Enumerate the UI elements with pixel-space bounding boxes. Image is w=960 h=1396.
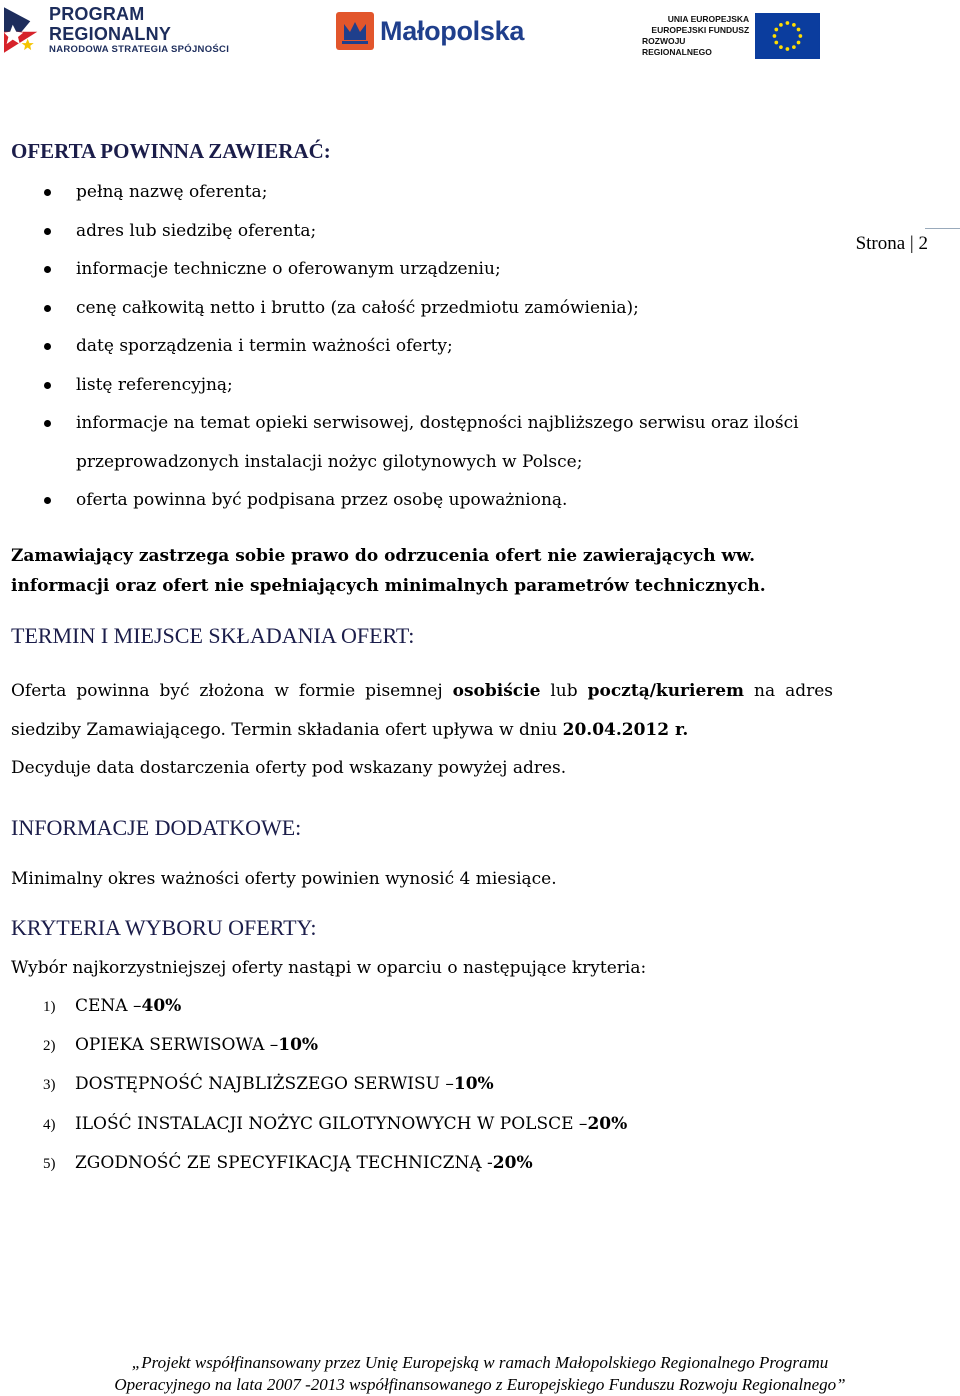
bullet-icon [44, 382, 51, 389]
page-number: Strona | 2 [855, 233, 928, 254]
page-number-rule [925, 228, 960, 229]
list-item: oferta powinna być podpisana przez osobę upoważnioną. [44, 481, 904, 520]
list-item: listę referencyjną; [44, 366, 904, 405]
criteria-item: 3) DOSTĘPNOŚĆ NAJBLIŻSZEGO SERWISU – 10% [43, 1065, 843, 1104]
bullet-icon [44, 266, 51, 273]
bullet-icon [44, 305, 51, 312]
program-regionalny-title: PROGRAM REGIONALNY [49, 4, 172, 44]
criteria-weight: 10% [453, 1074, 494, 1095]
eu-line-3: ROZWOJU REGIONALNEGO [642, 36, 712, 57]
bullet-icon [44, 228, 51, 235]
criteria-weight: 20% [587, 1113, 628, 1134]
eu-logo-text [642, 14, 749, 58]
criteria-item: 4) ILOŚĆ INSTALACJI NOŻYC GILOTYNOWYCH W POLSCE – 20% [43, 1105, 843, 1144]
section-heading-additional-info: INFORMACJE DODATKOWE: [11, 815, 302, 840]
list-item: datę sporządzenia i termin ważności oferty; [44, 327, 904, 366]
list-item: adres lub siedzibę oferenta; [44, 212, 904, 251]
footer-line-1: „Projekt współfinansowany przez Unię Europejską w ramach Małopolskiego Regionalnego Programu [131, 1353, 829, 1372]
criteria-weight: 20% [492, 1152, 533, 1173]
list-item: pełną nazwę oferenta; [44, 173, 904, 212]
eu-line-1: UNIA EUROPEJSKA [667, 14, 750, 24]
criteria-weight: 10% [278, 1035, 319, 1056]
submission-paragraph: Oferta powinna być złożona w formie pisemnej osobiście lub pocztą/kurierem na adres siedziby Zamawiającego. Termin składania ofert upływa w dniu 20.04.2012 r. [11, 681, 833, 740]
eu-line-2: EUROPEJSKI FUNDUSZ [651, 25, 750, 35]
bullet-icon [44, 420, 51, 427]
footer-line-2: Operacyjnego na lata 2007 -2013 współfinansowanego z Europejskiego Funduszu Rozwoju Regionalnego” [114, 1375, 846, 1394]
criteria-list [43, 987, 843, 1183]
malopolska-logo [336, 10, 536, 52]
offer-contents-list [44, 173, 904, 520]
list-item: cenę całkowitą netto i brutto (za całość przedmiotu zamówienia); [44, 289, 904, 328]
malopolska-wordmark: Małopolska [380, 15, 525, 46]
deadline-date: 20.04.2012 r. [562, 719, 689, 740]
list-item: informacje techniczne o oferowanym urządzeniu; [44, 250, 904, 289]
program-regionalny-logo [4, 2, 244, 58]
bullet-icon [44, 189, 51, 196]
emphasis-in-person: osobiście [452, 681, 541, 701]
emphasis-post-courier: pocztą/kurierem [587, 681, 745, 701]
program-regionalny-subtitle: NARODOWA STRATEGIA SPÓJNOŚCI [49, 44, 230, 55]
criteria-weight: 40% [141, 996, 182, 1016]
eu-logo [642, 12, 820, 60]
malopolska-mark-icon [336, 12, 374, 50]
criteria-item: 2) OPIEKA SERWISOWA – 10% [43, 1026, 843, 1065]
footer-cofinancing-note [0, 1352, 960, 1396]
criteria-intro: Wybór najkorzystniejszej oferty nastąpi w oparciu o następujące kryteria: [11, 958, 647, 978]
section-heading-submission: TERMIN I MIEJSCE SKŁADANIA OFERT: [11, 623, 415, 648]
section-heading-criteria: KRYTERIA WYBORU OFERTY: [11, 915, 317, 940]
bullet-icon [44, 497, 51, 504]
list-item: informacje na temat opieki serwisowej, dostępności najbliższego serwisu oraz ilości przeprowadzonych instalacji nożyc gilotynowych w Polsce; [44, 404, 836, 481]
reservation-paragraph: Zamawiający zastrzega sobie prawo do odrzucenia ofert nie zawierających ww. informacji oraz ofert nie spełniających minimalnych parametrów technicznych. [11, 546, 766, 596]
delivery-date-note: Decyduje data dostarczenia oferty pod wskazany powyżej adres. [11, 758, 567, 778]
criteria-item: 1) CENA – 40% [43, 987, 843, 1026]
eu-flag-icon [755, 13, 820, 59]
section-heading-offer-contents: OFERTA POWINNA ZAWIERAĆ: [11, 139, 331, 163]
program-regionalny-flag-icon [4, 2, 39, 58]
bullet-icon [44, 343, 51, 350]
criteria-item: 5) ZGODNOŚĆ ZE SPECYFIKACJĄ TECHNICZNĄ - 20% [43, 1144, 843, 1183]
validity-period-text: Minimalny okres ważności oferty powinien wynosić 4 miesiące. [11, 869, 557, 889]
